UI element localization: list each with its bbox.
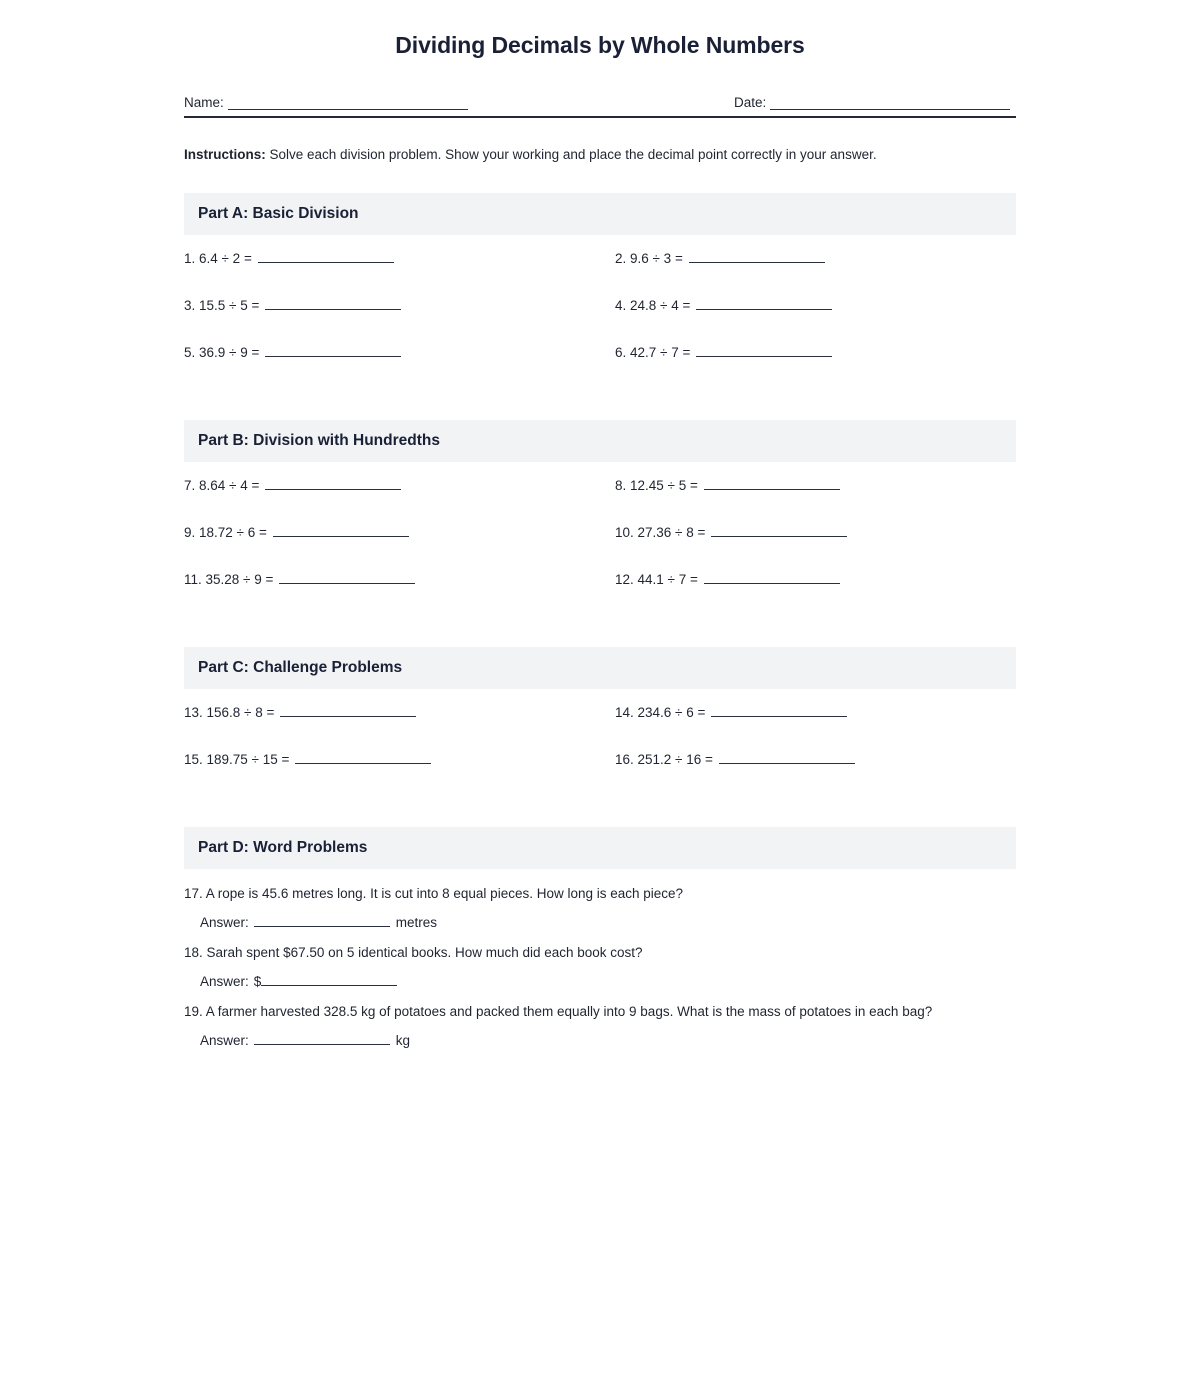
word-problem-answer-row (184, 973, 1016, 989)
problem-grid (184, 704, 1016, 798)
problem-grid (184, 250, 1016, 391)
answer-blank[interactable] (265, 344, 401, 357)
answer-blank[interactable] (711, 524, 847, 537)
problem-left (184, 250, 394, 266)
page-title: Dividing Decimals by Whole Numbers (395, 32, 805, 58)
answer-label: Answer: (200, 1032, 249, 1048)
problem-left (184, 524, 409, 540)
problem-right (615, 704, 847, 720)
word-problem-question: 19. A farmer harvested 328.5 kg of potatoes and packed them equally into 9 bags. What is the mass of potatoes in each bag? (184, 1004, 933, 1019)
problem-text: 2. 9.6 ÷ 3 = (615, 251, 683, 267)
word-problem-question: 17. A rope is 45.6 metres long. It is cut into 8 equal pieces. How long is each piece? (184, 886, 684, 902)
instructions (184, 145, 1016, 165)
answer-blank[interactable] (295, 751, 431, 764)
word-problem-item (184, 943, 1016, 989)
date-write-line[interactable] (770, 96, 1010, 110)
problem-left (184, 477, 401, 493)
problem-right (615, 344, 832, 360)
problem-text: 5. 36.9 ÷ 9 = (184, 345, 260, 361)
section-band-2 (184, 647, 1016, 689)
section-heading: Part B: Division with Hundredths (198, 432, 440, 450)
answer-blank[interactable] (696, 297, 832, 310)
problem-text: 3. 15.5 ÷ 5 = (184, 298, 260, 314)
problem-right (615, 477, 840, 493)
header-divider (184, 116, 1016, 118)
problem-row (184, 250, 1016, 297)
answer-blank[interactable] (254, 1032, 390, 1045)
answer-unit: metres (395, 915, 438, 931)
problem-text: 9. 18.72 ÷ 6 = (184, 525, 267, 541)
problem-text: 12. 44.1 ÷ 7 = (615, 572, 698, 588)
problem-right (615, 751, 855, 767)
word-problem-item (184, 884, 1016, 930)
problem-left (184, 751, 431, 767)
instructions-text: Solve each division problem. Show your working and place the decimal point correctly in your answer. (265, 146, 877, 162)
problem-left (184, 297, 401, 313)
answer-unit: kg (395, 1032, 411, 1048)
problem-row (184, 751, 1016, 798)
answer-blank[interactable] (265, 477, 401, 490)
answer-blank[interactable] (261, 973, 397, 986)
answer-blank[interactable] (258, 250, 394, 263)
problem-row (184, 571, 1016, 618)
answer-label: Answer: (200, 974, 249, 989)
answer-blank[interactable] (279, 571, 415, 584)
problem-text: 1. 6.4 ÷ 2 = (184, 251, 252, 267)
problem-right (615, 297, 832, 313)
problem-row (184, 524, 1016, 571)
name-field[interactable] (184, 95, 468, 110)
problem-text: 8. 12.45 ÷ 5 = (615, 478, 698, 494)
answer-blank[interactable] (704, 477, 840, 490)
answer-label: Answer: (200, 915, 249, 931)
problem-text: 13. 156.8 ÷ 8 = (184, 705, 275, 721)
problem-left (184, 344, 401, 360)
date-label: Date: (734, 94, 767, 110)
word-problem-list (184, 884, 1016, 1048)
name-write-line[interactable] (228, 96, 468, 110)
name-date-row (184, 80, 1016, 110)
answer-blank[interactable] (254, 914, 390, 927)
answer-blank[interactable] (273, 524, 409, 537)
answer-prefix: $ (253, 974, 262, 989)
section-heading: Part C: Challenge Problems (198, 659, 403, 677)
section-band-0 (184, 193, 1016, 235)
name-label: Name: (184, 94, 224, 110)
problem-row (184, 704, 1016, 751)
date-field[interactable] (734, 95, 1010, 110)
answer-blank[interactable] (689, 250, 825, 263)
problem-right (615, 524, 847, 540)
word-problem-answer-row (184, 914, 1016, 930)
problem-left (184, 571, 415, 587)
problem-text: 11. 35.28 ÷ 9 = (184, 572, 274, 588)
section-band-word-problems (184, 827, 1016, 869)
problem-text: 10. 27.36 ÷ 8 = (615, 525, 706, 541)
problem-left (184, 704, 416, 720)
answer-blank[interactable] (711, 704, 847, 717)
problem-row (184, 344, 1016, 391)
instructions-label: Instructions: (184, 146, 266, 162)
answer-blank[interactable] (280, 704, 416, 717)
problem-row (184, 297, 1016, 344)
problem-right (615, 250, 825, 266)
word-problem-answer-row (184, 1032, 1016, 1048)
word-problem-question: 18. Sarah spent $67.50 on 5 identical books. How much did each book cost? (184, 945, 643, 961)
answer-blank[interactable] (265, 297, 401, 310)
word-problem-item (184, 1002, 1016, 1048)
problem-grid (184, 477, 1016, 618)
answer-blank[interactable] (696, 344, 832, 357)
problem-text: 4. 24.8 ÷ 4 = (615, 298, 691, 314)
answer-blank[interactable] (704, 571, 840, 584)
problem-text: 6. 42.7 ÷ 7 = (615, 345, 691, 361)
problem-text: 7. 8.64 ÷ 4 = (184, 478, 260, 494)
problem-text: 15. 189.75 ÷ 15 = (184, 752, 290, 768)
problem-right (615, 571, 840, 587)
section-band-1 (184, 420, 1016, 462)
problem-text: 16. 251.2 ÷ 16 = (615, 752, 713, 768)
answer-blank[interactable] (719, 751, 855, 764)
sections-container (184, 193, 1016, 1048)
problem-row (184, 477, 1016, 524)
section-heading: Part A: Basic Division (198, 205, 359, 223)
section-heading: Part D: Word Problems (198, 839, 368, 857)
worksheet-content (184, 0, 1016, 1061)
problem-text: 14. 234.6 ÷ 6 = (615, 705, 706, 721)
